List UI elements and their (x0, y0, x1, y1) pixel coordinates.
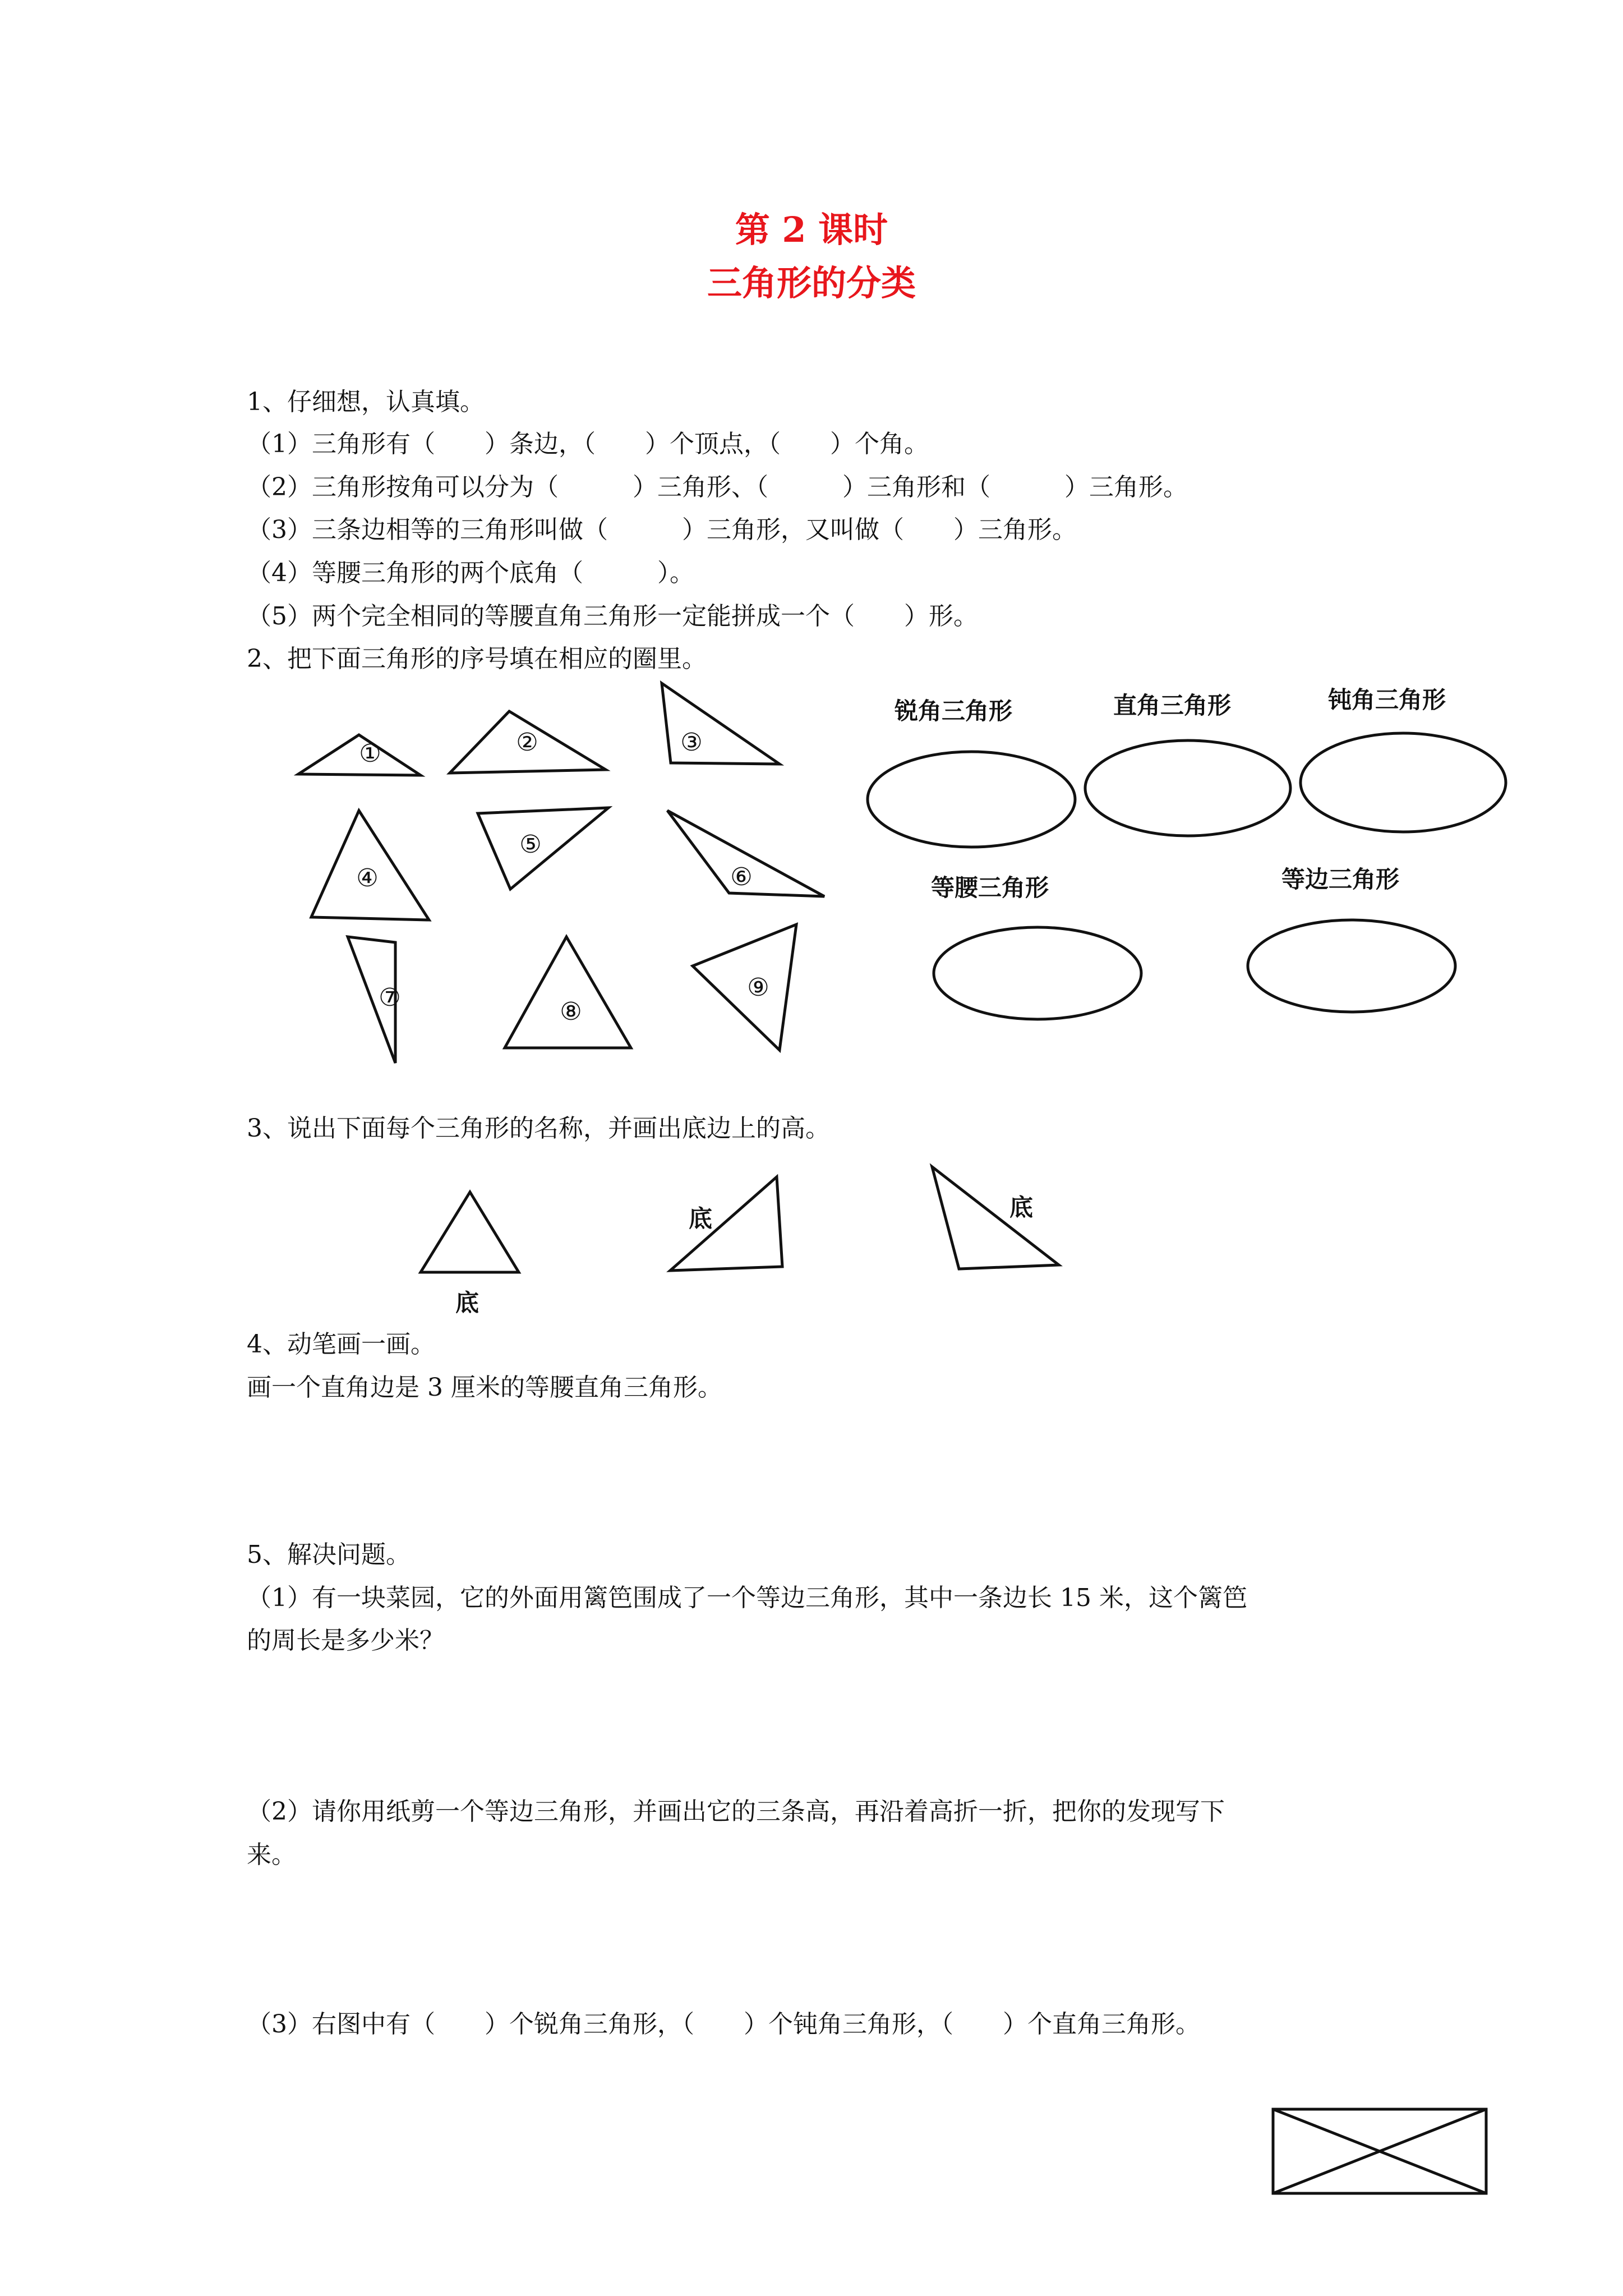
right-triangle-label: 直角三角形 (1113, 692, 1232, 719)
q1-item-3: （3）三条边相等的三角形叫做（ ）三角形，又叫做（ ）三角形。 (247, 516, 1077, 544)
q1-heading: 1、仔细想，认真填。 (247, 388, 485, 416)
q5-problem-2-line-1: （2）请你用纸剪一个等边三角形，并画出它的三条高，再沿着高折一折，把你的发现写下 (247, 1797, 1225, 1826)
triangle-4-number: ④ (356, 864, 379, 892)
q5-problem-2-line-2: 来。 (247, 1841, 296, 1869)
triangle-9 (693, 924, 796, 1050)
q3-triangle-2 (670, 1177, 782, 1271)
q5-heading: 5、解决问题。 (247, 1540, 411, 1569)
triangle-5-number: ⑤ (519, 830, 542, 859)
triangle-1-number: ① (359, 739, 381, 768)
triangle-9-number: ⑨ (747, 973, 769, 1002)
q1-item-2: （2）三角形按角可以分为（ ）三角形、（ ）三角形和（ ）三角形。 (247, 473, 1188, 501)
q4-text: 画一个直角边是 3 厘米的等腰直角三角形。 (247, 1373, 722, 1402)
q5-problem-1-line-2: 的周长是多少米？ (247, 1626, 444, 1655)
equilateral-triangle-label: 等边三角形 (1281, 866, 1400, 893)
triangle-3 (662, 683, 780, 764)
obtuse-triangle-label: 钝角三角形 (1328, 686, 1446, 714)
isosceles-triangle-circle[interactable] (934, 927, 1141, 1019)
q1-item-4: （4）等腰三角形的两个底角（ ）。 (247, 559, 694, 587)
page-title: 三角形的分类 (707, 263, 916, 303)
acute-triangle-circle[interactable] (868, 752, 1075, 847)
equilateral-triangle-circle[interactable] (1248, 920, 1455, 1012)
base-label-3: 底 (1009, 1194, 1034, 1221)
isosceles-triangle-label: 等腰三角形 (931, 874, 1049, 901)
base-label-2: 底 (689, 1205, 713, 1232)
acute-triangle-label: 锐角三角形 (895, 697, 1013, 725)
base-label-1: 底 (455, 1289, 479, 1317)
q3-triangle-3 (932, 1167, 1059, 1269)
q5-problem-3: （3）右图中有（ ）个锐角三角形，（ ）个钝角三角形，（ ）个直角三角形。 (247, 2010, 1200, 2039)
q3-heading: 3、说出下面每个三角形的名称，并画出底边上的高。 (247, 1114, 830, 1143)
triangle-5 (478, 808, 608, 889)
obtuse-triangle-circle[interactable] (1301, 733, 1506, 832)
right-triangle-circle[interactable] (1085, 740, 1290, 836)
q4-heading: 4、动笔画一画。 (247, 1330, 435, 1359)
triangle-3-number: ③ (680, 728, 703, 757)
q3-triangle-1 (421, 1192, 519, 1272)
triangle-7-number: ⑦ (379, 983, 401, 1012)
triangle-8 (505, 937, 631, 1048)
triangle-8-number: ⑧ (560, 997, 582, 1026)
lesson-number: 第 2 课时 (735, 209, 888, 250)
q2-heading: 2、把下面三角形的序号填在相应的圈里。 (247, 645, 707, 673)
q1-item-5: （5）两个完全相同的等腰直角三角形一定能拼成一个（ ）形。 (247, 602, 978, 631)
q1-item-1: （1）三角形有（ ）条边，（ ）个顶点，（ ）个角。 (247, 430, 929, 458)
triangle-2-number: ② (516, 728, 538, 757)
q5-problem-1-line-1: （1）有一块菜园，它的外面用篱笆围成了一个等边三角形，其中一条边长 15 米，这个篱笆 (247, 1584, 1247, 1612)
triangle-6-number: ⑥ (730, 863, 753, 891)
